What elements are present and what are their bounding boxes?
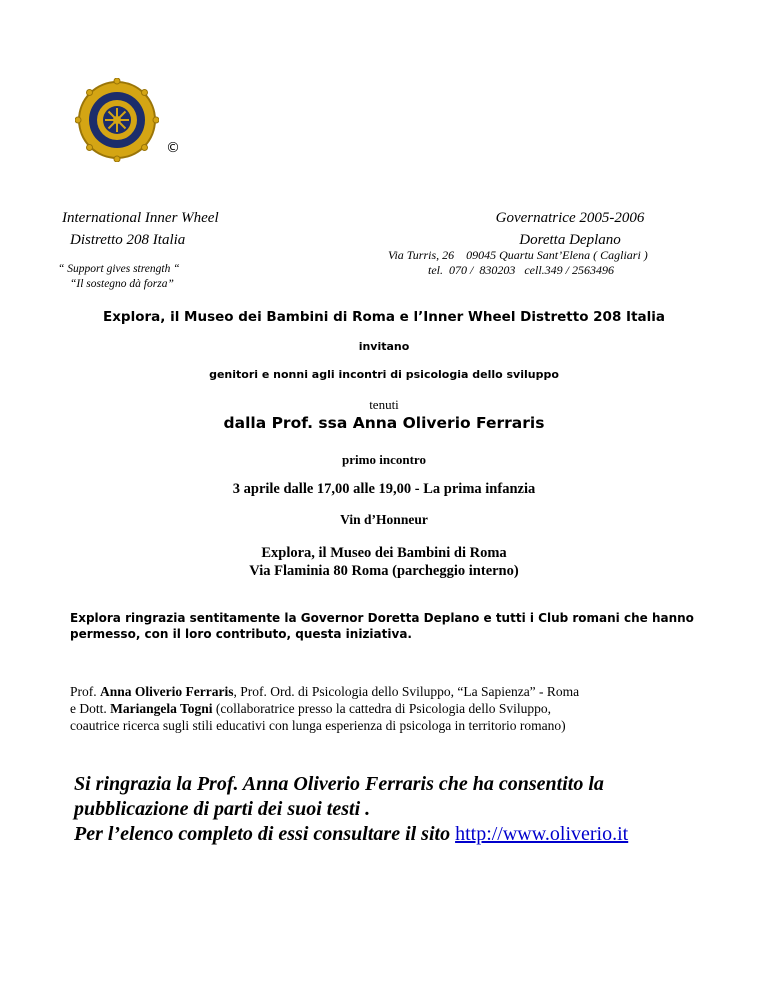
invite-first-meeting: primo incontro (342, 452, 426, 467)
invite-venue (0, 544, 768, 580)
venue-address: Via Flaminia 80 Roma (parcheggio interno) (249, 563, 519, 579)
governor-address: Via Turris, 26 09045 Quartu Sant’Elena ( Cagliari ) (388, 248, 648, 262)
bio-name-1: Anna Oliverio Ferraris (100, 684, 234, 699)
venue-name: Explora, il Museo dei Bambini di Roma (261, 545, 507, 561)
inner-wheel-logo (75, 78, 159, 162)
invite-speaker: dalla Prof. ssa Anna Oliverio Ferraris (223, 414, 545, 432)
motto-english: “ Support gives strength “ (58, 263, 180, 275)
copyright-symbol: © (166, 140, 180, 156)
thanks-paragraph: Explora ringrazia sentitamente la Governor Doretta Deplano e tutti i Club romani che hanno permesso, con il loro contributo, questa iniziativa. (70, 611, 694, 641)
bio-text: (collaboratrice presso la cattedra di Psicologia dello Sviluppo, (212, 701, 552, 716)
org-name: International Inner Wheel (62, 210, 219, 226)
invite-verb: invitano (358, 340, 410, 353)
governor-title: Governatrice 2005-2006 (495, 210, 645, 226)
governor-name: Doretta Deplano (519, 232, 621, 248)
bio-text: , Prof. Ord. di Psicologia dello Sviluppo, “La Sapienza” - Roma (233, 684, 580, 699)
governor-contact (388, 248, 648, 278)
final-line-2: pubblicazione di parti dei suoi testi . (74, 798, 371, 820)
invite-heading: Explora, il Museo dei Bambini di Roma e l’Inner Wheel Distretto 208 Italia (103, 309, 665, 325)
bio-text: Prof. (70, 684, 100, 699)
invite-date: 3 aprile dalle 17,00 alle 19,00 - La prima infanzia (232, 481, 536, 497)
org-district: Distretto 208 Italia (70, 232, 186, 248)
invite-tenuti: tenuti (369, 397, 399, 412)
final-acknowledgement (74, 772, 754, 847)
bio-paragraph (70, 683, 750, 734)
governor-block (470, 207, 670, 251)
motto-italian: “Il sostegno dà forza” (70, 278, 174, 290)
governor-phone: tel. 070 / 830203 cell.349 / 2563496 (428, 263, 614, 277)
org-block (62, 207, 219, 251)
bio-text: coautrice ricerca sugli stili educativi con lunga esperienza di psicologa in territorio romano) (70, 718, 566, 733)
oliverio-website-link[interactable]: http://www.oliverio.it (455, 823, 629, 845)
final-line-3: Per l’elenco completo di essi consultare il sito (74, 823, 456, 845)
bio-text: e Dott. (70, 701, 111, 716)
motto-block (58, 262, 180, 292)
invite-vin: Vin d’Honneur (340, 512, 428, 527)
final-line-1: Si ringrazia la Prof. Anna Oliverio Ferraris che ha consentito la (74, 773, 604, 795)
bio-name-2: Mariangela Togni (110, 701, 213, 716)
invite-guests: genitori e nonni agli incontri di psicologia dello sviluppo (209, 368, 559, 381)
